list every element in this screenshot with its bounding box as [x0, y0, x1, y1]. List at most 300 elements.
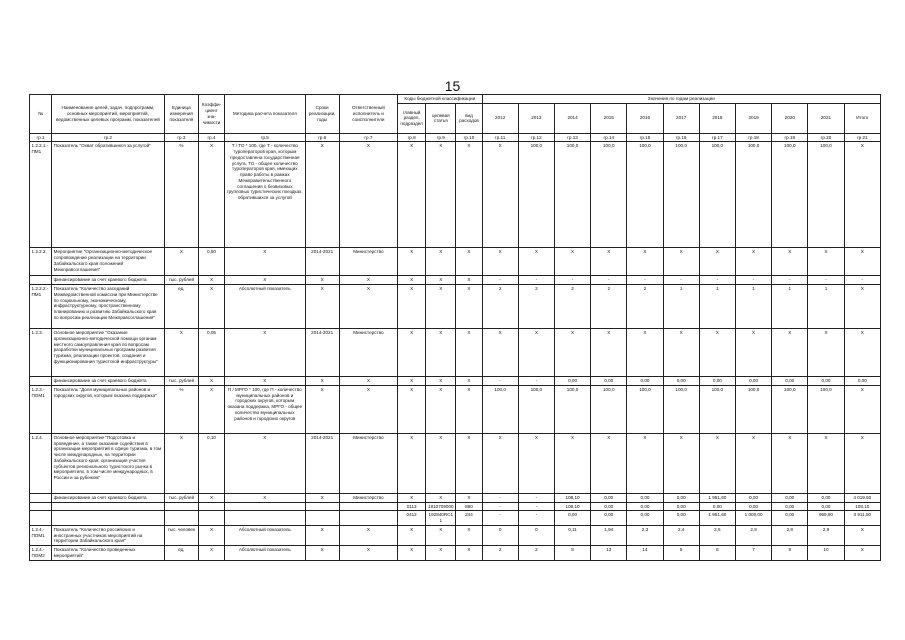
- header-year: 2017: [663, 103, 699, 133]
- row-year-value: 0,00: [735, 502, 771, 511]
- table-row: [30, 248, 881, 276]
- row-name: Основное мероприятие "Оказание организационно-методической помощи органам местного самоуправления края по вопросам разработки муниципальных программ развития туризма, реализации проектов, создания и функционирования туристской инфраструктуры": [52, 329, 165, 377]
- row-year-value: 2: [518, 546, 554, 560]
- row-year-value: X: [735, 329, 771, 377]
- row-year-value: 100,0: [554, 385, 590, 433]
- row-term: X: [305, 546, 339, 560]
- row-year-value: 2: [482, 546, 518, 560]
- row-executor: X: [339, 276, 397, 285]
- row-year-value: -: [627, 276, 663, 285]
- row-year-value: -: [518, 502, 554, 511]
- row-budget-section: X: [398, 329, 426, 377]
- row-total: 3 911,50: [844, 511, 880, 525]
- row-coef: 0,10: [198, 433, 224, 493]
- row-year-value: 100,0: [518, 385, 554, 433]
- col-number: гр.20: [808, 133, 844, 142]
- row-method: [225, 511, 305, 525]
- row-number: 1.2.2.2.-ПМ1: [30, 285, 52, 329]
- row-year-value: 2: [627, 285, 663, 329]
- row-year-value: 6: [699, 546, 735, 560]
- row-name: Мероприятие "Организационно-методическое сопровождение реализации на территории Забайкальского края положений Межправсоглашения": [52, 248, 165, 276]
- row-year-value: -: [663, 276, 699, 285]
- row-year-value: -: [518, 511, 554, 525]
- row-method: X: [225, 248, 305, 276]
- row-executor: X: [339, 142, 397, 248]
- row-method: Абсолютный показатель: [225, 525, 305, 545]
- row-year-value: 1: [808, 285, 844, 329]
- row-term: X: [305, 276, 339, 285]
- row-year-value: X: [699, 248, 735, 276]
- header-values-by-year: Значения по годам реализации: [482, 95, 880, 104]
- row-number: [30, 502, 52, 511]
- header-row: [30, 95, 881, 104]
- row-number: [30, 276, 52, 285]
- row-budget-section: X: [398, 525, 426, 545]
- row-coef: X: [198, 385, 224, 433]
- row-year-value: 100,0: [808, 142, 844, 248]
- col-number: гр.21: [844, 133, 880, 142]
- col-number: гр.5: [225, 133, 305, 142]
- row-year-value: 0,00: [591, 511, 627, 525]
- row-year-value: 959,90: [808, 511, 844, 525]
- row-unit: тыс. рублей: [164, 493, 198, 502]
- row-year-value: 0,00: [772, 511, 808, 525]
- row-year-value: 0: [518, 525, 554, 545]
- col-number: гр.2: [52, 133, 165, 142]
- row-year-value: X: [772, 248, 808, 276]
- col-number: гр.1: [30, 133, 52, 142]
- row-name: [52, 502, 165, 511]
- row-budget-type: 244: [456, 511, 482, 525]
- row-total: X: [844, 385, 880, 433]
- row-year-value: 100,0: [554, 142, 590, 248]
- row-year-value: 100,0: [735, 142, 771, 248]
- row-year-value: 0,00: [663, 377, 699, 386]
- row-year-value: X: [482, 433, 518, 493]
- table-row: [30, 502, 881, 511]
- row-year-value: 1: [772, 285, 808, 329]
- header-year: 2018: [699, 103, 735, 133]
- row-budget-type: X: [456, 546, 482, 560]
- row-name: [52, 511, 165, 525]
- row-year-value: 108,10: [554, 502, 590, 511]
- col-number: гр.12: [518, 133, 554, 142]
- row-budget-section: X: [398, 142, 426, 248]
- row-budget-target: X: [426, 377, 456, 386]
- row-budget-target: X: [426, 433, 456, 493]
- row-method: X: [225, 493, 305, 502]
- row-unit: [164, 502, 198, 511]
- row-budget-section: X: [398, 377, 426, 386]
- row-term: 2014-2021: [305, 433, 339, 493]
- col-number: гр.13: [554, 133, 590, 142]
- row-number: 1.2.2.2.: [30, 248, 52, 276]
- row-year-value: 0,00: [772, 493, 808, 502]
- row-number: 1.2.3.-ПОМ1: [30, 385, 52, 433]
- row-year-value: X: [554, 329, 590, 377]
- row-year-value: 2,3: [627, 525, 663, 545]
- row-total: 108,10: [844, 502, 880, 511]
- row-coef: [198, 502, 224, 511]
- row-year-value: 100,0: [663, 142, 699, 248]
- row-year-value: 0,00: [772, 502, 808, 511]
- row-year-value: 1 951,60: [699, 511, 735, 525]
- row-method: Абсолютный показатель: [225, 546, 305, 560]
- header-year: 2021: [808, 103, 844, 133]
- row-coef: X: [198, 276, 224, 285]
- row-year-value: 100,0: [591, 385, 627, 433]
- row-year-value: X: [591, 329, 627, 377]
- row-number: [30, 377, 52, 386]
- row-budget-type: X: [456, 525, 482, 545]
- row-total: -: [844, 276, 880, 285]
- row-year-value: 100,0: [735, 385, 771, 433]
- row-executor: X: [339, 377, 397, 386]
- row-year-value: -: [518, 377, 554, 386]
- row-budget-target: 192840RC11: [426, 511, 456, 525]
- row-budget-section: X: [398, 493, 426, 502]
- row-number: 1.2.3.: [30, 329, 52, 377]
- row-year-value: X: [627, 248, 663, 276]
- row-term: X: [305, 493, 339, 502]
- row-budget-type: 880: [456, 502, 482, 511]
- row-year-value: X: [518, 248, 554, 276]
- header-no: №: [30, 95, 52, 134]
- header-year: 2014: [554, 103, 590, 133]
- row-year-value: 100,0: [663, 385, 699, 433]
- row-year-value: X: [772, 329, 808, 377]
- row-budget-type: X: [456, 142, 482, 248]
- table-row: [30, 276, 881, 285]
- col-number: гр.14: [591, 133, 627, 142]
- row-budget-type: X: [456, 385, 482, 433]
- row-budget-section: X: [398, 248, 426, 276]
- col-number: гр.17: [699, 133, 735, 142]
- row-year-value: 0,11: [554, 525, 590, 545]
- row-name: Показатель "Количество заседаний Межведомственной комиссии при Министерстве по социальному, экономическому, инфраструктурному, пространственному планированию и развитию Забайкальского края по вопросам реализации Межправсоглашения": [52, 285, 165, 329]
- row-total: X: [844, 285, 880, 329]
- row-year-value: 0,00: [554, 511, 590, 525]
- row-year-value: 0,00: [554, 377, 590, 386]
- row-year-value: 0,00: [663, 511, 699, 525]
- row-method: Абсолютный показатель: [225, 285, 305, 329]
- row-year-value: 1,94: [591, 525, 627, 545]
- row-budget-target: 1910709000: [426, 502, 456, 511]
- row-year-value: 100,0: [482, 385, 518, 433]
- row-year-value: X: [772, 433, 808, 493]
- row-budget-section: 0412: [398, 511, 426, 525]
- header-year: 2020: [772, 103, 808, 133]
- row-unit: тыс. рублей: [164, 377, 198, 386]
- row-total: X: [844, 248, 880, 276]
- row-budget-type: X: [456, 248, 482, 276]
- row-budget-type: X: [456, 329, 482, 377]
- row-year-value: X: [554, 433, 590, 493]
- header-year: 2012: [482, 103, 518, 133]
- row-term: X: [305, 285, 339, 329]
- row-year-value: 100,0: [627, 385, 663, 433]
- col-number: гр.8: [398, 133, 426, 142]
- row-budget-target: X: [426, 285, 456, 329]
- row-year-value: X: [482, 142, 518, 248]
- row-number: 1.2.4.-ПОМ2: [30, 546, 52, 560]
- row-unit: тыс. рублей: [164, 276, 198, 285]
- row-year-value: 100,0: [772, 142, 808, 248]
- row-year-value: 1: [735, 285, 771, 329]
- row-budget-target: X: [426, 546, 456, 560]
- table-row: [30, 493, 881, 502]
- row-budget-type: X: [456, 377, 482, 386]
- row-year-value: X: [482, 248, 518, 276]
- col-number: гр.6: [305, 133, 339, 142]
- table-body: [30, 142, 881, 560]
- header-name: Наименование целей, задач, подпрограмм, основных мероприятий, мероприятий, ведомственных целевых программ, показателей: [52, 95, 165, 134]
- row-year-value: X: [627, 329, 663, 377]
- row-year-value: -: [699, 276, 735, 285]
- header-total: Итого: [844, 103, 880, 133]
- row-year-value: -: [482, 502, 518, 511]
- row-name: финансирование за счет краевого бюджета: [52, 377, 165, 386]
- row-number: 1.2.4.: [30, 433, 52, 493]
- row-name: Показатель "Количество российских и иностранных участников мероприятий на территории Забайкальского края": [52, 525, 165, 545]
- row-year-value: X: [482, 329, 518, 377]
- row-total: X: [844, 329, 880, 377]
- row-year-value: 0,00: [663, 493, 699, 502]
- row-year-value: 0,00: [663, 502, 699, 511]
- row-executor: Министерство: [339, 493, 397, 502]
- row-year-value: X: [518, 433, 554, 493]
- row-year-value: -: [482, 276, 518, 285]
- row-year-value: X: [808, 433, 844, 493]
- row-unit: X: [164, 433, 198, 493]
- row-year-value: 2: [482, 285, 518, 329]
- row-year-value: -: [482, 493, 518, 502]
- row-budget-target: X: [426, 142, 456, 248]
- row-year-value: 2,5: [699, 525, 735, 545]
- row-year-value: 100,0: [699, 385, 735, 433]
- row-year-value: 13: [591, 546, 627, 560]
- row-total: X: [844, 546, 880, 560]
- col-number: гр.4: [198, 133, 224, 142]
- row-total: X: [844, 433, 880, 493]
- row-year-value: 2,9: [808, 525, 844, 545]
- row-term: [305, 511, 339, 525]
- row-number: [30, 493, 52, 502]
- row-coef: 0,05: [198, 329, 224, 377]
- row-coef: [198, 511, 224, 525]
- row-year-value: X: [735, 433, 771, 493]
- col-number: гр.11: [482, 133, 518, 142]
- row-year-value: X: [518, 329, 554, 377]
- header-year: 2019: [735, 103, 771, 133]
- col-number: гр.16: [663, 133, 699, 142]
- col-number: гр.3: [164, 133, 198, 142]
- row-year-value: 2,8: [772, 525, 808, 545]
- row-year-value: -: [482, 511, 518, 525]
- col-number: гр.15: [627, 133, 663, 142]
- row-term: X: [305, 385, 339, 433]
- table-row: [30, 433, 881, 493]
- row-unit: X: [164, 329, 198, 377]
- row-year-value: 8: [554, 546, 590, 560]
- row-name: финансирование за счет краевого бюджета: [52, 276, 165, 285]
- row-year-value: 108,10: [554, 493, 590, 502]
- row-total: 4 019,60: [844, 493, 880, 502]
- table-row: [30, 546, 881, 560]
- table-row: [30, 385, 881, 433]
- row-executor: Министерство: [339, 248, 397, 276]
- row-year-value: X: [591, 433, 627, 493]
- row-year-value: -: [808, 276, 844, 285]
- row-method: X: [225, 377, 305, 386]
- row-year-value: 0,00: [627, 377, 663, 386]
- row-number: 1.2.2.1.-ПМ1: [30, 142, 52, 248]
- row-year-value: X: [591, 248, 627, 276]
- row-year-value: 0,00: [808, 377, 844, 386]
- row-year-value: -: [518, 493, 554, 502]
- row-number: [30, 511, 52, 525]
- row-year-value: 0: [482, 525, 518, 545]
- row-budget-type: X: [456, 276, 482, 285]
- program-table: [29, 94, 881, 561]
- table-row: [30, 525, 881, 545]
- col-number: гр.7: [339, 133, 397, 142]
- header-budget-target: целевая статья: [426, 103, 456, 133]
- row-year-value: 0,00: [591, 377, 627, 386]
- row-method: П / МРГО * 100, где П - количество муниципальных районов и городских округов, которым оказана поддержка, МРГО - общее количество муниципальных районов и городских округов: [225, 385, 305, 433]
- header-method: Методика расчета показателя: [225, 95, 305, 134]
- row-coef: X: [198, 285, 224, 329]
- col-number: гр.10: [456, 133, 482, 142]
- row-budget-target: X: [426, 385, 456, 433]
- row-year-value: 0,00: [627, 511, 663, 525]
- row-term: 2014-2021: [305, 248, 339, 276]
- row-year-value: X: [663, 329, 699, 377]
- header-coef: Коэффи-циент зна-чимости: [198, 95, 224, 134]
- row-year-value: 0,00: [808, 493, 844, 502]
- row-year-value: 100,0: [699, 142, 735, 248]
- row-method: X: [225, 433, 305, 493]
- row-unit: ед.: [164, 546, 198, 560]
- row-year-value: 100,0: [627, 142, 663, 248]
- row-coef: X: [198, 377, 224, 386]
- header-term: Сроки реализации, годы: [305, 95, 339, 134]
- row-coef: X: [198, 546, 224, 560]
- row-total: 0,00: [844, 377, 880, 386]
- row-executor: [339, 511, 397, 525]
- row-year-value: 0,00: [735, 493, 771, 502]
- row-number: 1.2.4.-ПОМ1: [30, 525, 52, 545]
- row-executor: X: [339, 385, 397, 433]
- row-term: X: [305, 525, 339, 545]
- row-budget-target: X: [426, 525, 456, 545]
- row-executor: X: [339, 285, 397, 329]
- row-year-value: 1: [663, 285, 699, 329]
- row-year-value: 0,00: [699, 502, 735, 511]
- row-year-value: 10: [808, 546, 844, 560]
- row-budget-type: X: [456, 433, 482, 493]
- row-unit: X: [164, 248, 198, 276]
- row-year-value: X: [663, 248, 699, 276]
- row-coef: 0,50: [198, 248, 224, 276]
- row-budget-section: X: [398, 546, 426, 560]
- row-year-value: 14: [627, 546, 663, 560]
- row-year-value: 2: [554, 285, 590, 329]
- row-budget-type: X: [456, 285, 482, 329]
- col-number: гр.19: [772, 133, 808, 142]
- row-coef: X: [198, 525, 224, 545]
- row-year-value: 0,00: [591, 502, 627, 511]
- row-executor: Министерство: [339, 433, 397, 493]
- row-term: [305, 502, 339, 511]
- row-name: Показатель "Доля муниципальных районов и городских округов, которым оказана поддержка": [52, 385, 165, 433]
- row-term: X: [305, 142, 339, 248]
- header-budget-type: вид расходов: [456, 103, 482, 133]
- row-executor: [339, 502, 397, 511]
- row-year-value: 5: [663, 546, 699, 560]
- row-year-value: 100,0: [591, 142, 627, 248]
- header-year: 2013: [518, 103, 554, 133]
- row-total: X: [844, 525, 880, 545]
- row-year-value: X: [627, 433, 663, 493]
- row-budget-target: X: [426, 329, 456, 377]
- table-row: [30, 285, 881, 329]
- row-budget-target: X: [426, 248, 456, 276]
- column-number-row: [30, 133, 881, 142]
- header-unit: Единица измерения показателя: [164, 95, 198, 134]
- row-term: X: [305, 377, 339, 386]
- row-year-value: 7: [735, 546, 771, 560]
- row-method: T / ТО * 100, где Т - количество туроператоров края, которым предоставлена государственная услуга, ТО - общее количество туроператоров края, имеющих право работы в рамках Межправительственного соглашения о безвизовых групповых туристических поездках, обратившихся за услугой: [225, 142, 305, 248]
- row-unit: %: [164, 142, 198, 248]
- row-year-value: -: [772, 276, 808, 285]
- row-budget-target: X: [426, 493, 456, 502]
- row-budget-section: X: [398, 385, 426, 433]
- row-year-value: 100,0: [808, 385, 844, 433]
- row-budget-section: X: [398, 276, 426, 285]
- row-budget-section: 0113: [398, 502, 426, 511]
- row-method: X: [225, 276, 305, 285]
- row-year-value: -: [591, 276, 627, 285]
- row-year-value: X: [808, 329, 844, 377]
- header-year: 2015: [591, 103, 627, 133]
- row-budget-target: X: [426, 276, 456, 285]
- row-year-value: 0,00: [808, 502, 844, 511]
- row-year-value: 1 951,60: [699, 493, 735, 502]
- row-budget-section: X: [398, 433, 426, 493]
- row-executor: X: [339, 546, 397, 560]
- row-year-value: X: [699, 329, 735, 377]
- col-number: гр.9: [426, 133, 456, 142]
- row-method: X: [225, 329, 305, 377]
- table-row: [30, 511, 881, 525]
- row-year-value: X: [808, 248, 844, 276]
- row-unit: ед.: [164, 285, 198, 329]
- row-unit: тыс. человек: [164, 525, 198, 545]
- row-unit: %: [164, 385, 198, 433]
- row-year-value: -: [735, 276, 771, 285]
- row-year-value: X: [554, 248, 590, 276]
- row-year-value: 0,00: [699, 377, 735, 386]
- row-year-value: 1 000,00: [735, 511, 771, 525]
- row-year-value: X: [663, 433, 699, 493]
- row-name: Показатель "Количество проведенных мероприятий": [52, 546, 165, 560]
- row-unit: [164, 511, 198, 525]
- row-year-value: 0,00: [772, 377, 808, 386]
- row-year-value: X: [735, 248, 771, 276]
- row-year-value: 0,00: [627, 493, 663, 502]
- row-year-value: 0,00: [735, 377, 771, 386]
